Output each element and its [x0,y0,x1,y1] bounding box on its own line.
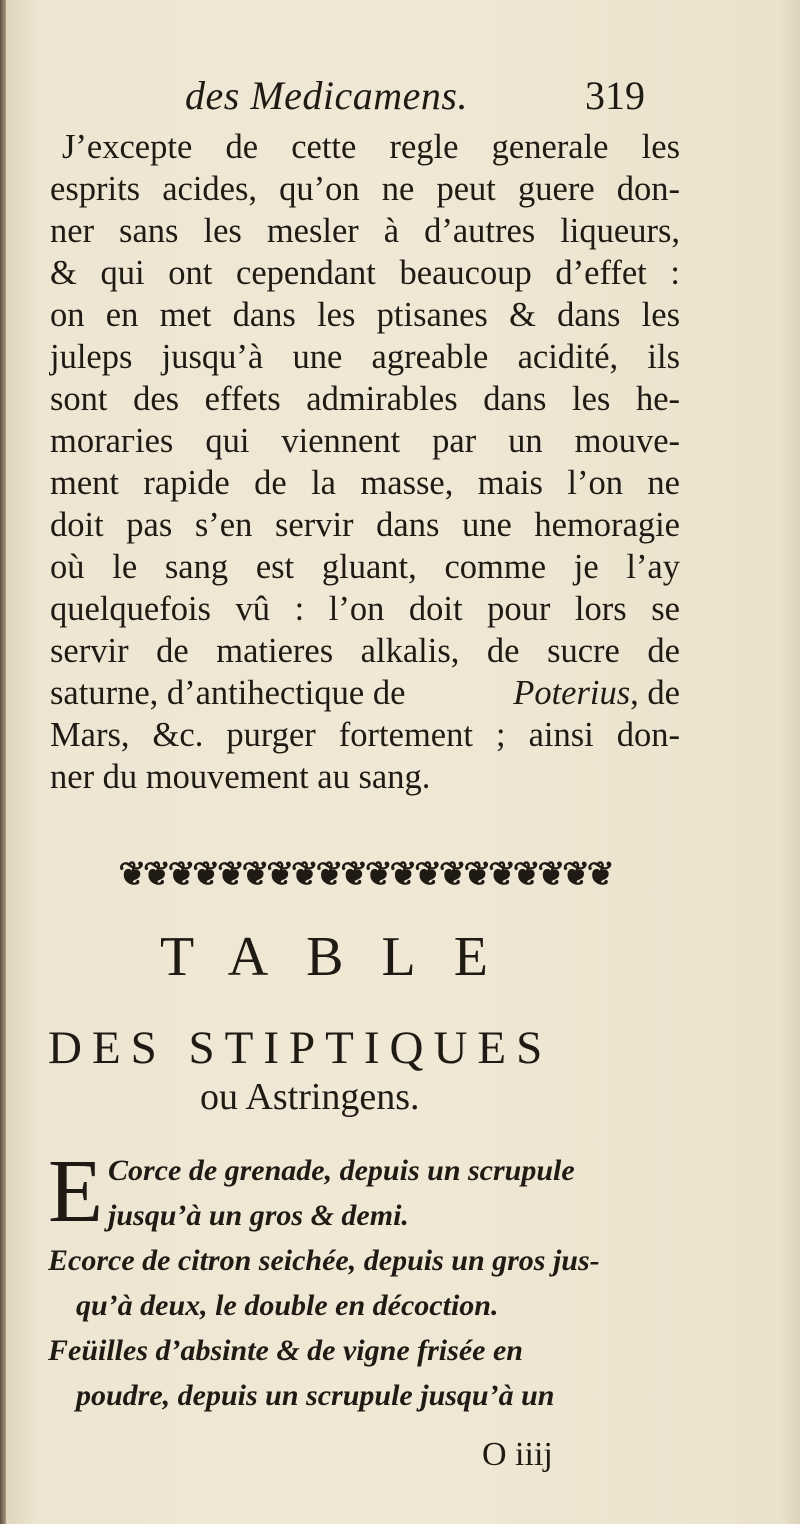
text-line: ner du mouvement au sang. [50,758,431,796]
text-line: ment rapide de la masse, mais l’on ne [50,464,680,502]
text-line-end [513,672,680,714]
text-line: esprits acides, qu’on ne peut guere don- [50,170,680,208]
book-spine-edge [0,0,6,1524]
text-line: on en met dans les ptisanes & dans les [50,296,680,334]
running-head [185,72,685,122]
text-line: sont des effets admirables dans les he- [50,380,680,418]
text-line: J’excepte de cette regle generale les [62,128,680,166]
running-head-title: des Medicamens. [185,73,468,118]
text-line-tail: , de [630,674,680,712]
ornament-band: ❦❦❦❦❦❦❦❦❦❦❦❦❦❦❦❦❦❦❦❦ [118,854,612,893]
page-number: 319 [585,73,645,118]
text-line: quelquefois vû : l’on doit pour lors se [50,590,680,628]
list-item-line: jusqu’à un gros & demi. [108,1199,409,1232]
list-item-line: Feüilles d’absinte & de vigne frisée en [48,1334,523,1367]
text-line: juleps jusqu’à une agreable acidité, ils [50,338,680,376]
list-item-line: poudre, depuis un scrupule jusqu’à un [76,1379,555,1412]
list-item-line: Ecorce de citron seichée, depuis un gros jus- [48,1244,600,1277]
section-subheading: DES STIPTIQUES [48,1022,553,1074]
text-line: morагies qui viennent par un mouve- [50,422,680,460]
list-item-line: Corce de grenade, depuis un scrupule [108,1154,575,1187]
text-line: servir de matieres alkalis, de sucre de [50,632,680,670]
text-line: & qui ont cependant beaucoup d’effet : [50,254,680,292]
text-line: ner sans les mesler à d’autres liqueurs, [50,212,680,250]
text-line: où le sang est gluant, comme je l’ay [50,548,680,586]
drop-cap: E [48,1142,103,1241]
text-line: Mars, &c. purger fortement ; ainsi don- [50,716,680,754]
section-subheading-2: ou Astringens. [200,1076,420,1118]
list-item-line: qu’à deux, le double en décoction. [76,1289,499,1322]
remedy-list [48,1142,688,1418]
text-line-start: saturne, d’antiheсtique de [50,674,406,712]
signature-mark: O iiij [482,1436,553,1473]
body-paragraph [50,126,680,798]
author-name: Poterius [513,674,631,712]
text-line [50,672,680,714]
text-line: doit pas s’en servir dans une hemoragie [50,506,680,544]
section-heading: TABLE [160,926,526,988]
